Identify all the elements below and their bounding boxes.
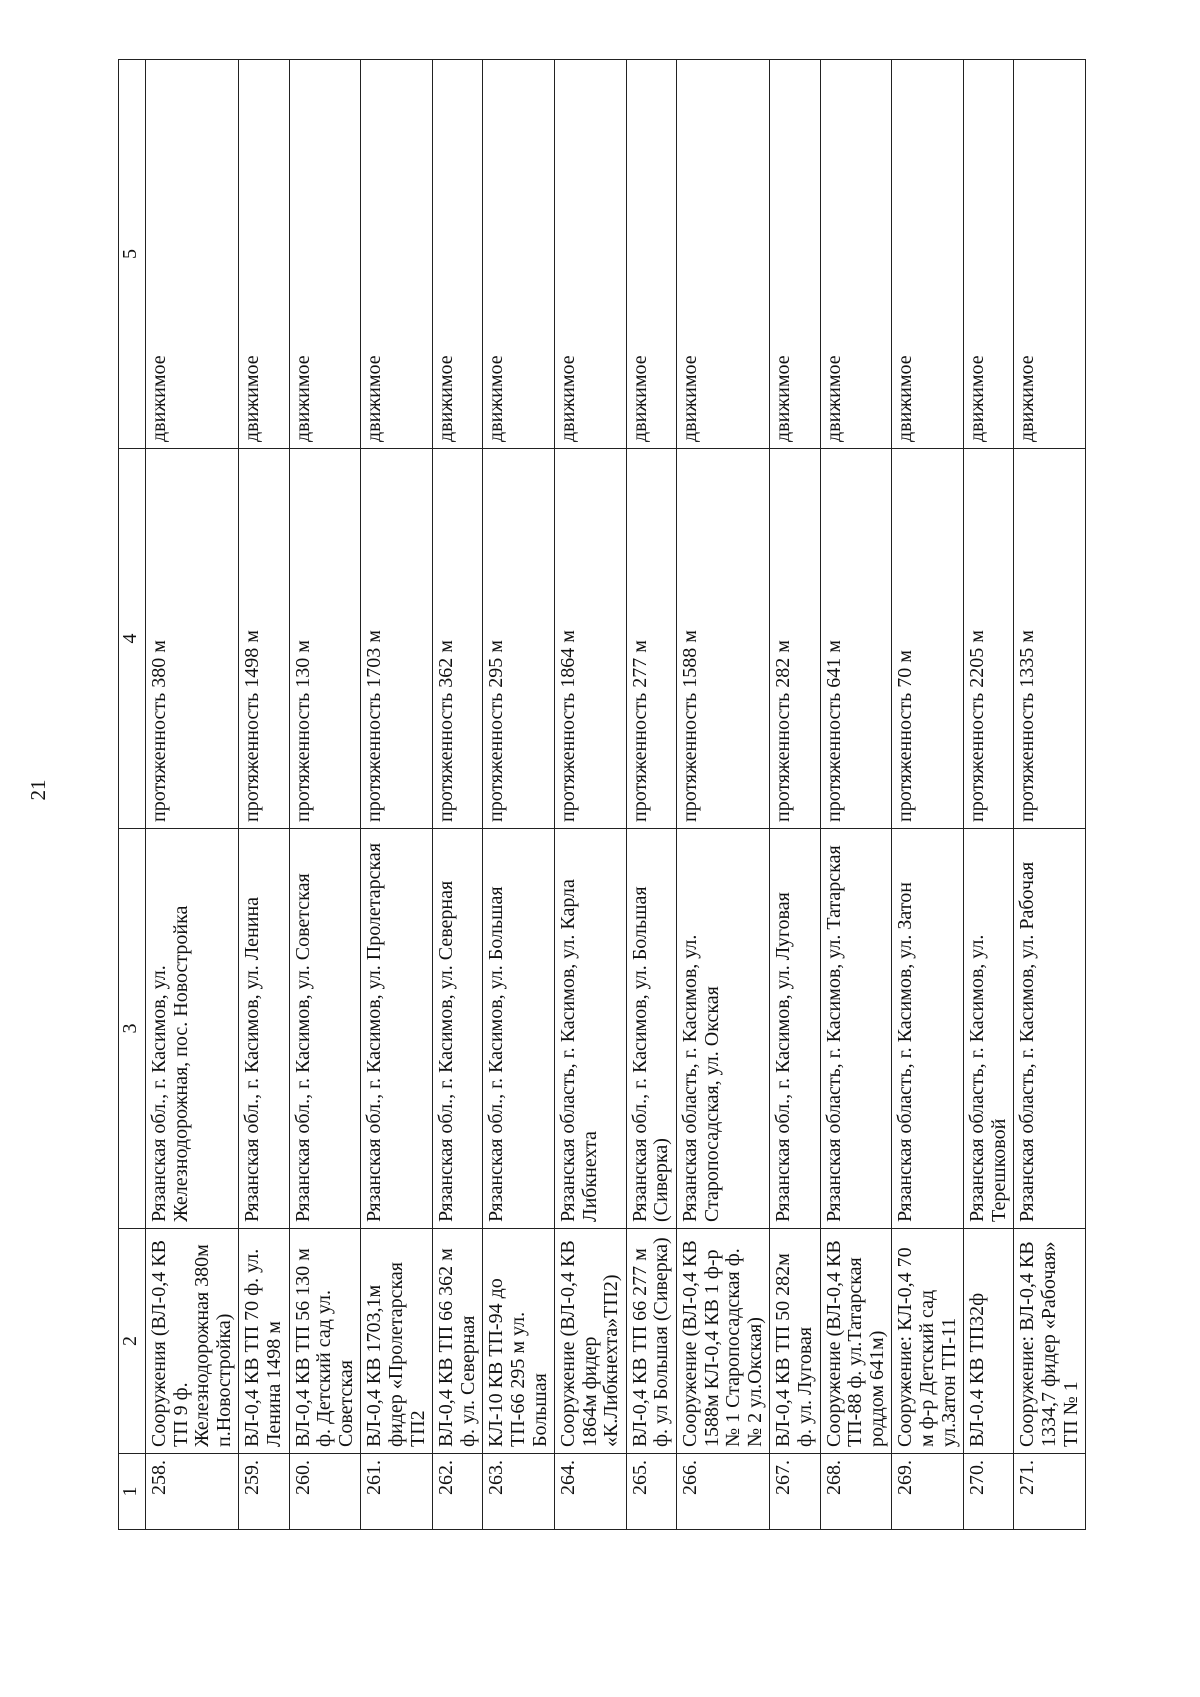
object-length: протяженность 277 м: [626, 449, 676, 829]
property-register-table: [118, 59, 1086, 1530]
table-row: [770, 60, 820, 1530]
row-number: 270.: [964, 1454, 1014, 1530]
object-length: протяженность 130 м: [289, 449, 361, 829]
property-type: движимое: [146, 60, 239, 449]
object-name: ВЛ-0,4 КВ ТП 66 277 м ф. ул Большая (Сиверка): [626, 1229, 676, 1454]
page-number: 21: [26, 779, 50, 801]
object-address: Рязанская область, г. Касимов, ул. Затон: [892, 829, 964, 1229]
object-length: протяженность 1703 м: [361, 449, 433, 829]
row-number: 262.: [433, 1454, 483, 1530]
property-type: движимое: [289, 60, 361, 449]
object-name: Сооружение (ВЛ-0,4 КВ 1588м КЛ-0,4 КВ 1 ф-р № 1 Старопосадская ф. № 2 ул.Окская): [677, 1229, 770, 1454]
table-row: [820, 60, 892, 1530]
object-name: КЛ-10 КВ ТП-94 до ТП-66 295 м ул. Большая: [483, 1229, 555, 1454]
column-header: 3: [119, 829, 146, 1229]
row-number: 265.: [626, 1454, 676, 1530]
table-row: [146, 60, 239, 1530]
object-address: Рязанская обл., г. Касимов, ул. Большая: [483, 829, 555, 1229]
object-address: Рязанская обл., г. Касимов, ул. Ленина: [239, 829, 289, 1229]
property-type: движимое: [361, 60, 433, 449]
object-address: Рязанская обл., г. Касимов, ул. Советская: [289, 829, 361, 1229]
object-name: ВЛ-0.4 КВ ТП32ф: [964, 1229, 1014, 1454]
object-length: протяженность 70 м: [892, 449, 964, 829]
object-length: протяженность 1335 м: [1014, 449, 1086, 829]
object-length: протяженность 282 м: [770, 449, 820, 829]
row-number: 261.: [361, 1454, 433, 1530]
object-name: ВЛ-0,4 КВ ТП 66 362 м ф. ул. Северная: [433, 1229, 483, 1454]
property-type: движимое: [770, 60, 820, 449]
table-row: [1014, 60, 1086, 1530]
table-row: [892, 60, 964, 1530]
column-header: 5: [119, 60, 146, 449]
table-row: [677, 60, 770, 1530]
row-number: 267.: [770, 1454, 820, 1530]
object-length: протяженность 295 м: [483, 449, 555, 829]
row-number: 258.: [146, 1454, 239, 1530]
object-length: протяженность 1498 м: [239, 449, 289, 829]
table-row: [239, 60, 289, 1530]
row-number: 264.: [555, 1454, 627, 1530]
property-type: движимое: [820, 60, 892, 449]
object-address: Рязанская обл., г. Касимов, ул. Пролетарская: [361, 829, 433, 1229]
row-number: 260.: [289, 1454, 361, 1530]
property-type: движимое: [433, 60, 483, 449]
row-number: 263.: [483, 1454, 555, 1530]
object-name: Сооружение (ВЛ-0,4 КВ ТП-88 ф. ул.Татарская роддом 641м): [820, 1229, 892, 1454]
table-row: [483, 60, 555, 1530]
object-length: протяженность 1864 м: [555, 449, 627, 829]
property-type: движимое: [892, 60, 964, 449]
property-type: движимое: [239, 60, 289, 449]
object-name: Сооружения (ВЛ-0,4 КВ ТП 9 ф. Железнодорожная 380м п.Новостройка): [146, 1229, 239, 1454]
object-address: Рязанская область, г. Касимов, ул. Терешковой: [964, 829, 1014, 1229]
property-type: движимое: [964, 60, 1014, 449]
property-type: движимое: [1014, 60, 1086, 449]
row-number: 269.: [892, 1454, 964, 1530]
object-address: Рязанская область, г. Касимов, ул. Старопосадская, ул. Окская: [677, 829, 770, 1229]
object-address: Рязанская обл., г. Касимов, ул. Железнодорожная, пос. Новостройка: [146, 829, 239, 1229]
object-length: протяженность 641 м: [820, 449, 892, 829]
rotated-page-content: [118, 60, 1082, 1530]
object-name: Сооружение (ВЛ-0,4 КВ 1864м фидер «К.Либкнехта»ТП2): [555, 1229, 627, 1454]
object-length: протяженность 380 м: [146, 449, 239, 829]
object-address: Рязанская обл., г. Касимов, ул. Луговая: [770, 829, 820, 1229]
table-row: [433, 60, 483, 1530]
column-header: 1: [119, 1454, 146, 1530]
table-row: [555, 60, 627, 1530]
table-row: [964, 60, 1014, 1530]
object-name: ВЛ-0,4 КВ ТП 70 ф. ул. Ленина 1498 м: [239, 1229, 289, 1454]
property-type: движимое: [677, 60, 770, 449]
row-number: 271.: [1014, 1454, 1086, 1530]
column-header: 4: [119, 449, 146, 829]
object-length: протяженность 2205 м: [964, 449, 1014, 829]
table-row: [361, 60, 433, 1530]
object-length: протяженность 362 м: [433, 449, 483, 829]
object-name: Сооружение: КЛ-0,4 70 м ф-р Детский сад ул.Затон ТП-11: [892, 1229, 964, 1454]
object-length: протяженность 1588 м: [677, 449, 770, 829]
property-type: движимое: [483, 60, 555, 449]
row-number: 266.: [677, 1454, 770, 1530]
table-row: [289, 60, 361, 1530]
property-type: движимое: [555, 60, 627, 449]
object-address: Рязанская область, г. Касимов, ул. Карла Либкнехта: [555, 829, 627, 1229]
object-name: ВЛ-0,4 КВ ТП 50 282м ф. ул. Луговая: [770, 1229, 820, 1454]
row-number: 259.: [239, 1454, 289, 1530]
table-row: [626, 60, 676, 1530]
object-address: Рязанская область, г. Касимов, ул. Татарская: [820, 829, 892, 1229]
object-name: ВЛ-0,4 КВ ТП 56 130 м ф. Детский сад ул. Советская: [289, 1229, 361, 1454]
column-header: 2: [119, 1229, 146, 1454]
row-number: 268.: [820, 1454, 892, 1530]
object-address: Рязанская обл., г. Касимов, ул. Северная: [433, 829, 483, 1229]
property-type: движимое: [626, 60, 676, 449]
object-address: Рязанская область, г. Касимов, ул. Рабочая: [1014, 829, 1086, 1229]
object-address: Рязанская обл., г. Касимов, ул. Большая (Сиверка): [626, 829, 676, 1229]
column-number-header-row: [119, 60, 146, 1530]
register-body: [146, 60, 1086, 1530]
object-name: Сооружение: ВЛ-0,4 КВ 1334,7 фидер «Рабочая» ТП № 1: [1014, 1229, 1086, 1454]
object-name: ВЛ-0,4 КВ 1703,1м фидер «Пролетарская ТП2: [361, 1229, 433, 1454]
